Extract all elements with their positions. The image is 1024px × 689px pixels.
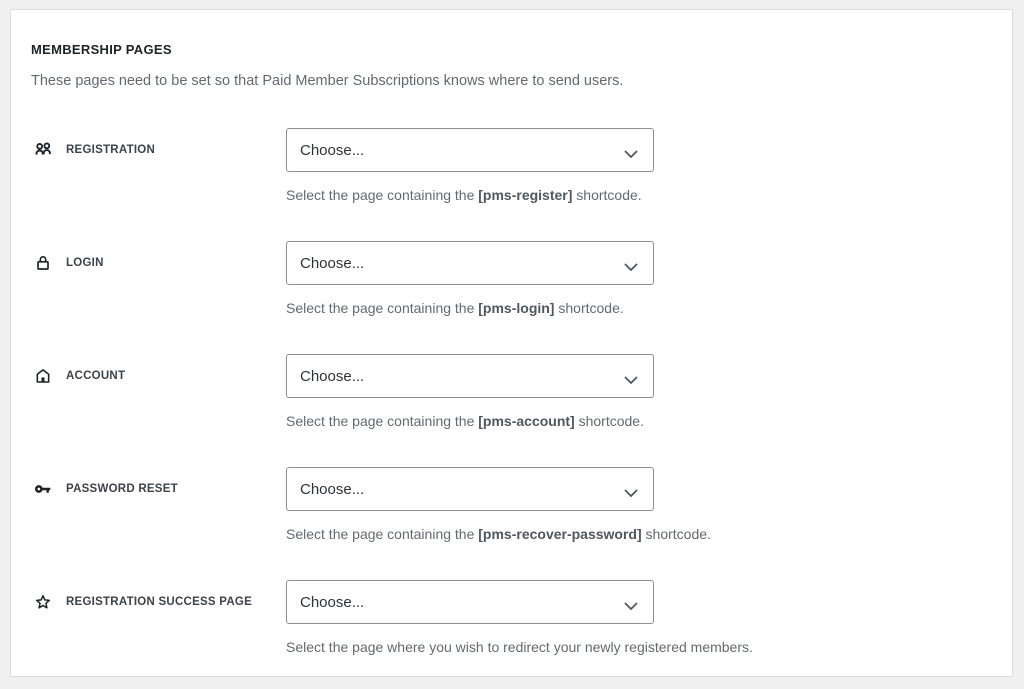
row-password-reset-field (286, 467, 992, 544)
shortcode-login: [pms-login] (478, 300, 555, 316)
shortcode-account: [pms-account] (478, 413, 575, 429)
registration-success-page-select[interactable] (286, 580, 654, 624)
password-reset-page-select[interactable] (286, 467, 654, 511)
account-page-select[interactable] (286, 354, 654, 398)
chevron-down-icon (624, 259, 638, 268)
star-icon (33, 592, 53, 612)
row-registration-label: REGISTRATION (66, 144, 156, 156)
row-registration-success-label: REGISTRATION SUCCESS PAGE (66, 596, 253, 608)
key-icon (33, 479, 53, 499)
registration-page-select[interactable] (286, 128, 654, 172)
row-login-label: LOGIN (66, 257, 104, 269)
chevron-down-icon (624, 146, 638, 155)
section-description: These pages need to be set so that Paid Member Subscriptions knows where to send users. (31, 73, 624, 89)
password-reset-page-select-value: Choose... (300, 480, 365, 498)
row-login-field (286, 241, 992, 318)
row-login (31, 241, 992, 318)
users-icon (33, 140, 53, 160)
login-page-select[interactable] (286, 241, 654, 285)
row-registration-label-group (31, 128, 286, 172)
row-password-reset (31, 467, 992, 544)
chevron-down-icon (624, 372, 638, 381)
row-login-label-group (31, 241, 286, 285)
row-password-reset-label: PASSWORD RESET (66, 483, 178, 495)
settings-rows (31, 128, 992, 657)
chevron-down-icon (624, 485, 638, 494)
row-account-label: ACCOUNT (66, 370, 126, 382)
account-page-select-value: Choose... (300, 367, 365, 385)
registration-success-help-text: Select the page where you wish to redirect your newly registered members. (286, 639, 753, 655)
section-title: MEMBERSHIP PAGES (31, 42, 172, 57)
row-registration-success-label-group (31, 580, 286, 624)
chevron-down-icon (624, 598, 638, 607)
registration-success-page-select-value: Choose... (300, 593, 365, 611)
login-help-text: Select the page containing the [pms-login] shortcode. (286, 300, 624, 316)
row-password-reset-label-group (31, 467, 286, 511)
row-registration-success (31, 580, 992, 657)
membership-pages-panel (10, 9, 1013, 677)
account-help-text: Select the page containing the [pms-account] shortcode. (286, 413, 644, 429)
password-reset-help-text: Select the page containing the [pms-recover-password] shortcode. (286, 526, 711, 542)
row-registration (31, 128, 992, 205)
row-registration-field (286, 128, 992, 205)
row-account (31, 354, 992, 431)
home-icon (33, 366, 53, 386)
row-registration-success-field (286, 580, 992, 657)
shortcode-register: [pms-register] (478, 187, 573, 203)
row-account-field (286, 354, 992, 431)
login-page-select-value: Choose... (300, 254, 365, 272)
shortcode-recover-password: [pms-recover-password] (478, 526, 642, 542)
row-account-label-group (31, 354, 286, 398)
lock-icon (33, 253, 53, 273)
registration-page-select-value: Choose... (300, 141, 365, 159)
registration-help-text: Select the page containing the [pms-register] shortcode. (286, 187, 642, 203)
